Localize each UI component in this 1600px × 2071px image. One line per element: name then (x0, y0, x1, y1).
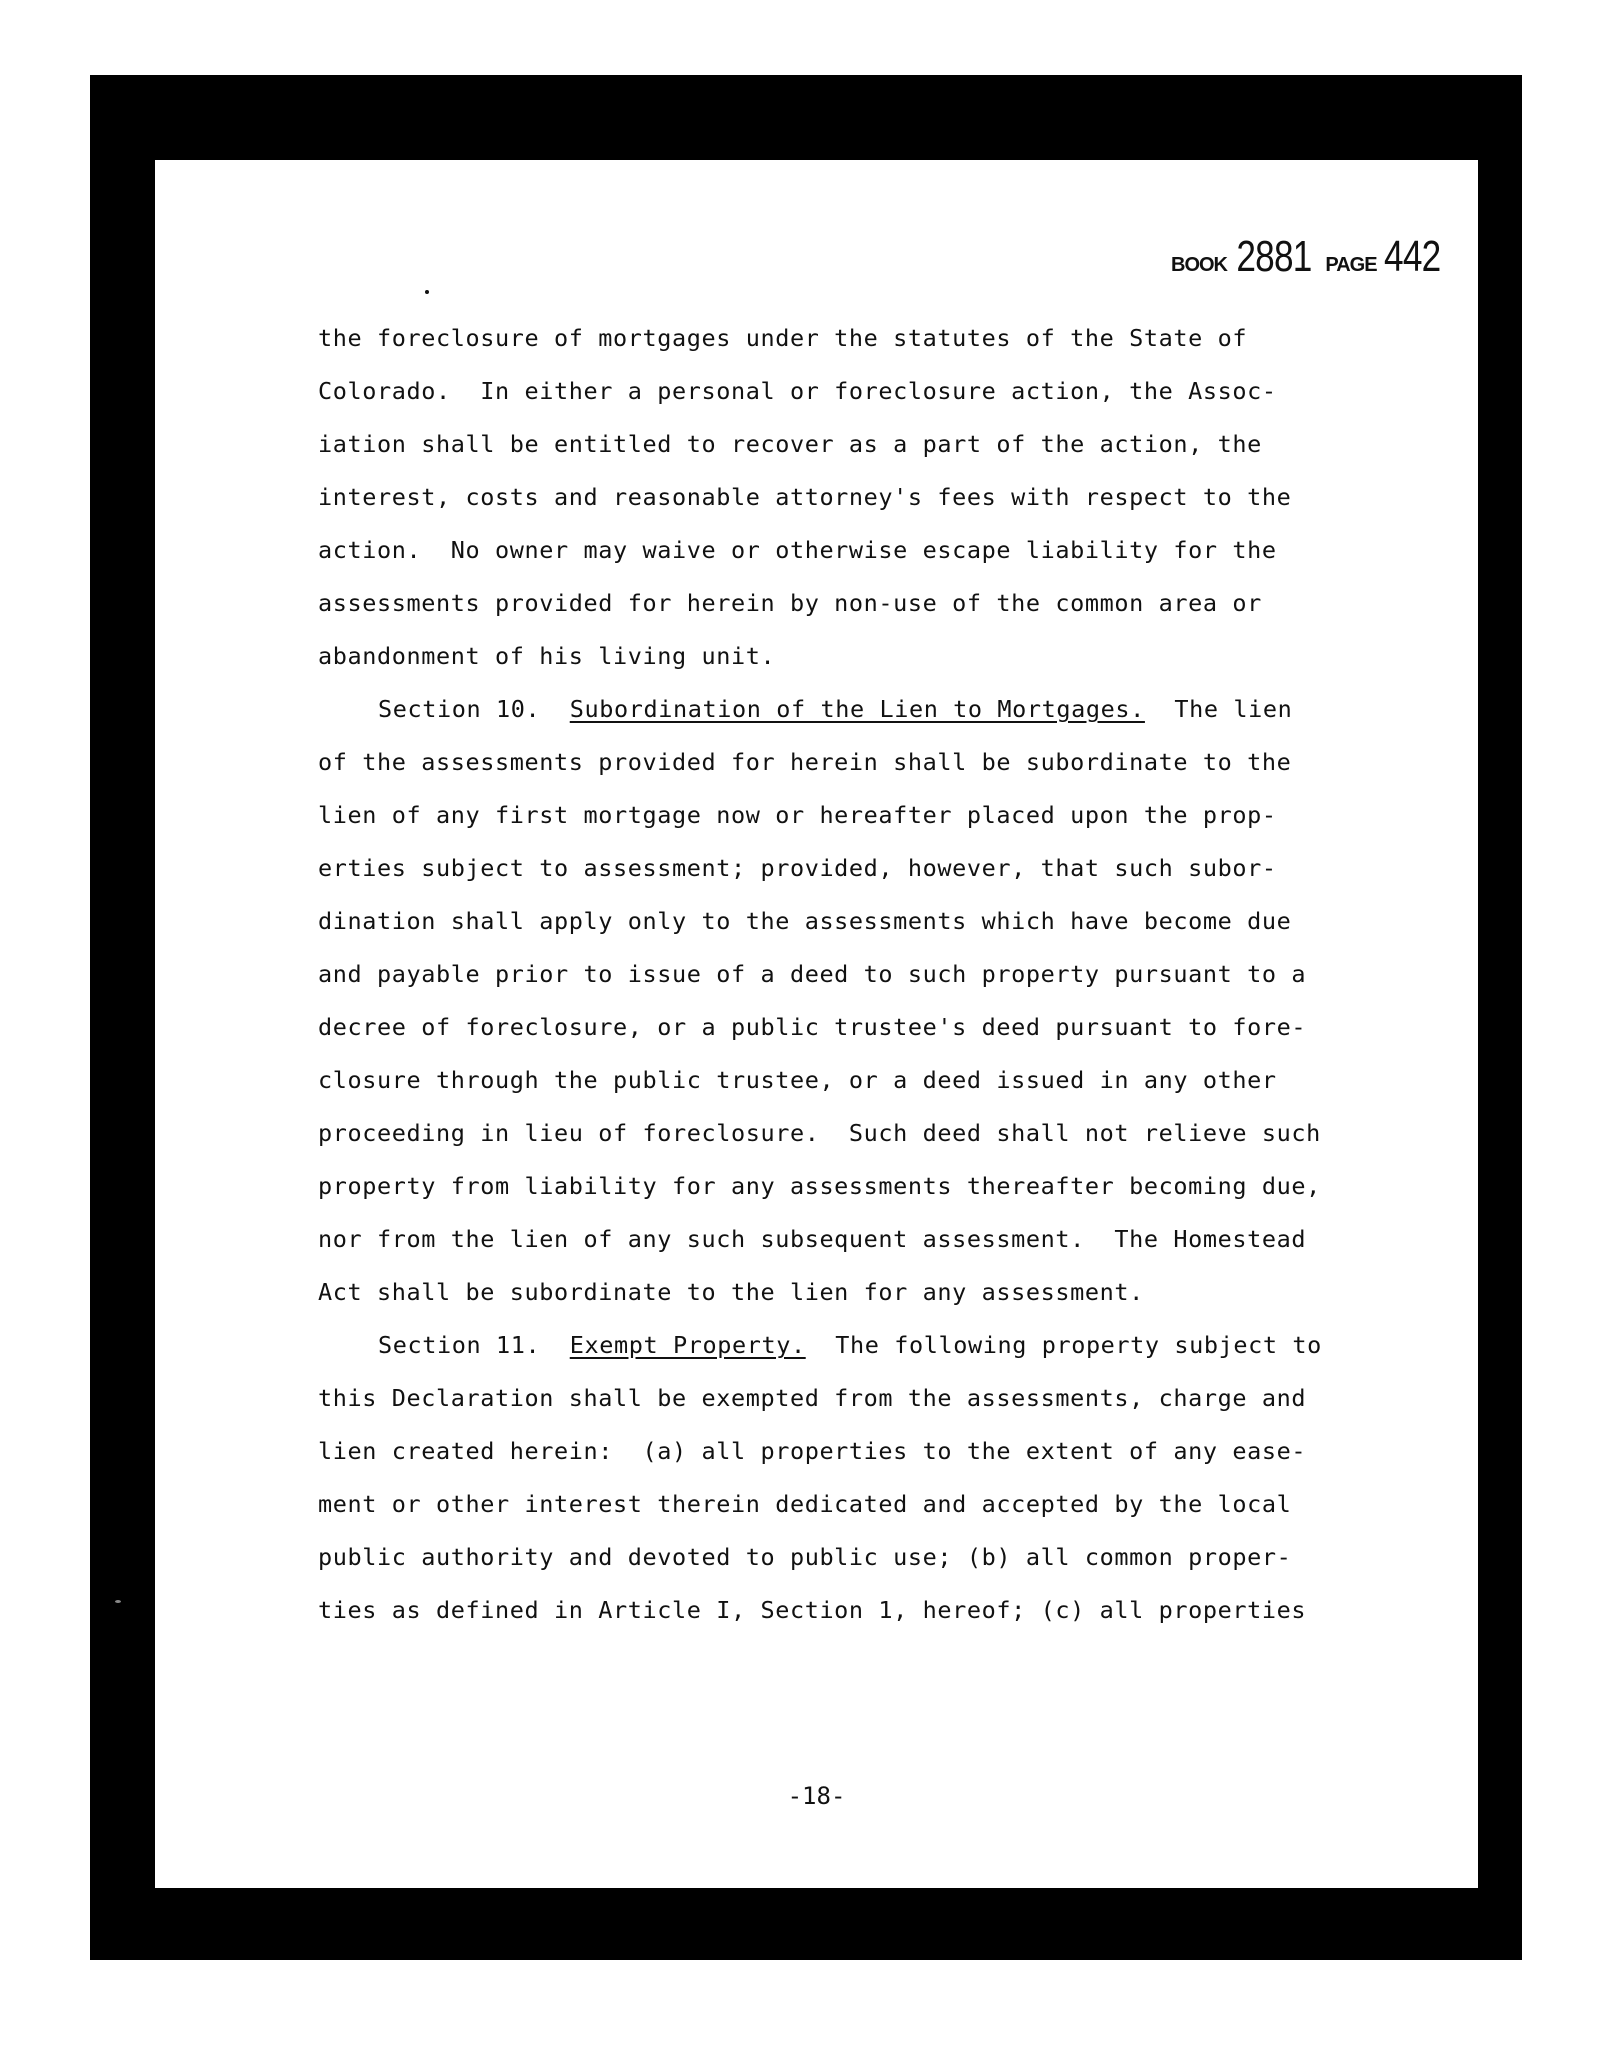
text-line: closure through the public trustee, or a deed issued in any other (318, 1066, 1277, 1094)
section-10-label: Section 10. (378, 695, 541, 723)
text-line: nor from the lien of any such subsequent assessment. The Homestead (318, 1225, 1307, 1253)
section-11 (318, 1319, 1388, 1637)
page-number: -18- (787, 1782, 846, 1810)
text-line: proceeding in lieu of foreclosure. Such deed shall not relieve such (318, 1119, 1321, 1147)
text-line: public authority and devoted to public use; (b) all common proper- (318, 1543, 1292, 1571)
text-line: erties subject to assessment; provided, however, that such subor- (318, 854, 1277, 882)
text-line: property from liability for any assessments thereafter becoming due, (318, 1172, 1321, 1200)
section-11-first-line (318, 1319, 1388, 1372)
section-11-first-line-rest: The following property subject to (835, 1331, 1322, 1359)
text-line: ties as defined in Article I, Section 1, hereof; (c) all properties (318, 1596, 1307, 1624)
section-10 (318, 683, 1388, 1319)
section-11-heading: Exempt Property. (569, 1331, 806, 1359)
section-10-heading: Subordination of the Lien to Mortgages. (569, 695, 1145, 723)
paragraph-continuation (318, 312, 1388, 683)
text-line: decree of foreclosure, or a public trustee's deed pursuant to fore- (318, 1013, 1307, 1041)
text-line: action. No owner may waive or otherwise escape liability for the (318, 536, 1277, 564)
section-10-first-line-rest: The lien (1174, 695, 1293, 723)
text-line: assessments provided for herein by non-use of the common area or (318, 589, 1262, 617)
text-line: interest, costs and reasonable attorney's fees with respect to the (318, 483, 1292, 511)
page-value: 442 (1383, 232, 1440, 281)
document-page (155, 160, 1478, 1888)
scan-frame (90, 75, 1522, 1960)
text-line: dination shall apply only to the assessments which have become due (318, 907, 1292, 935)
text-line: lien created herein: (a) all properties to the extent of any ease- (318, 1437, 1307, 1465)
text-line: Act shall be subordinate to the lien for any assessment. (318, 1278, 1144, 1306)
book-page-stamp (1171, 232, 1451, 292)
section-11-label: Section 11. (378, 1331, 541, 1359)
book-label: BOOK (1171, 254, 1227, 276)
text-line: and payable prior to issue of a deed to such property pursuant to a (318, 960, 1307, 988)
page-label: PAGE (1325, 254, 1377, 276)
document-body (318, 312, 1388, 1637)
scan-speck (115, 1600, 121, 1603)
text-line: abandonment of his living unit. (318, 642, 776, 670)
book-number: 2881 (1236, 232, 1312, 281)
section-10-first-line (318, 683, 1388, 736)
text-line: the foreclosure of mortgages under the statutes of the State of (318, 324, 1248, 352)
text-line: iation shall be entitled to recover as a part of the action, the (318, 430, 1262, 458)
text-line: this Declaration shall be exempted from the assessments, charge and (318, 1384, 1307, 1412)
text-line: ment or other interest therein dedicated and accepted by the local (318, 1490, 1292, 1518)
text-line: of the assessments provided for herein shall be subordinate to the (318, 748, 1292, 776)
text-line: lien of any first mortgage now or hereafter placed upon the prop- (318, 801, 1277, 829)
text-line: Colorado. In either a personal or foreclosure action, the Assoc- (318, 377, 1277, 405)
scan-speck (425, 290, 429, 294)
